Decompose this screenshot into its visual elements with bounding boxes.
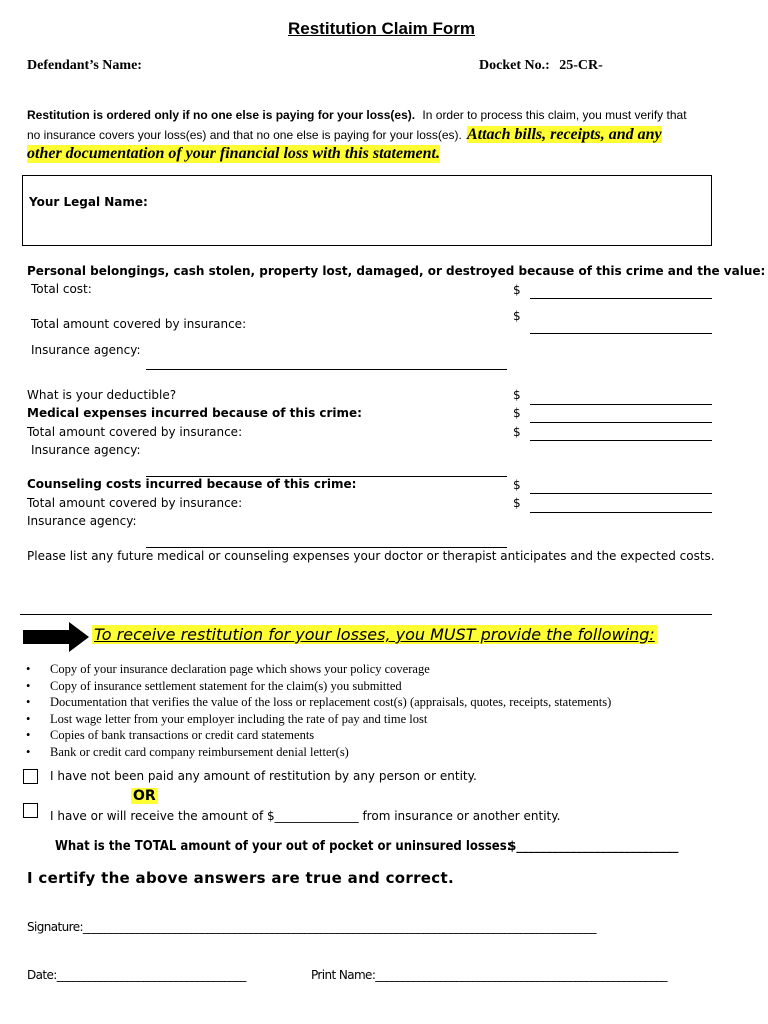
docket-label: Docket No.: xyxy=(479,58,550,73)
deductible-label: What is your deductible? xyxy=(27,388,177,402)
medical-covered-field[interactable] xyxy=(530,440,712,441)
property-heading: Personal belongings, cash stolen, property lost, damaged, or destroyed because of this crime and the value: xyxy=(27,264,766,278)
intro-bold-text: Restitution is ordered only if no one else is paying for your loss(es). xyxy=(27,108,416,122)
docket-number xyxy=(479,58,603,74)
counseling-heading: Counseling costs incurred because of this crime: xyxy=(27,477,357,491)
docket-value: 25-CR- xyxy=(559,58,603,73)
dollar-sign: $ xyxy=(513,309,521,323)
list-item: • Copies of bank transactions or credit card statements xyxy=(26,728,315,742)
section-divider xyxy=(20,614,712,615)
certify-statement: I certify the above answers are true and correct. xyxy=(27,869,454,887)
property-total-cost-field[interactable] xyxy=(530,298,712,299)
deductible-field[interactable] xyxy=(530,404,712,405)
attach-docs-highlight-2: other documentation of your financial loss with this statement. xyxy=(27,145,440,162)
or-label: OR xyxy=(133,788,156,804)
property-covered-label: Total amount covered by insurance: xyxy=(31,317,247,331)
list-item: • Copy of insurance settlement statement for the claim(s) you submitted xyxy=(26,678,402,693)
attach-docs-highlight-1: Attach bills, receipts, and any xyxy=(466,126,662,143)
dollar-sign: $ xyxy=(513,478,521,492)
dollar-sign: $ xyxy=(513,406,521,420)
legal-name-box[interactable] xyxy=(22,175,712,246)
intro-line-2-text: no insurance covers your loss(es) and that no one else is paying for your loss(es). xyxy=(27,128,462,142)
form-title: Restitution Claim Form xyxy=(288,19,476,38)
date-field[interactable]: Date:___________________________________ xyxy=(27,968,246,982)
counseling-costs-field[interactable] xyxy=(530,493,712,494)
dollar-sign: $ xyxy=(513,283,521,297)
property-agency-field[interactable] xyxy=(146,369,507,370)
print-name-field[interactable]: Print Name:______________________________________________________ xyxy=(311,968,667,982)
signature-field[interactable]: Signature:_______________________________________________________________________________________________ xyxy=(27,920,596,934)
will-receive-checkbox[interactable] xyxy=(23,803,38,818)
medical-expenses-field[interactable] xyxy=(530,422,712,423)
property-total-cost-label: Total cost: xyxy=(31,282,92,296)
medical-agency-label: Insurance agency: xyxy=(31,443,141,457)
requirements-heading: To receive restitution for your losses, you MUST provide the following: xyxy=(94,625,655,644)
legal-name-label: Your Legal Name: xyxy=(29,195,148,209)
list-item: • Lost wage letter from your employer including the rate of pay and time lost xyxy=(26,711,428,726)
property-covered-field[interactable] xyxy=(530,333,712,334)
arrow-right-icon xyxy=(23,622,91,652)
counseling-covered-label: Total amount covered by insurance: xyxy=(27,496,243,510)
property-agency-label: Insurance agency: xyxy=(31,343,141,357)
future-expenses-note: Please list any future medical or counseling expenses your doctor or therapist anticipates and the expected costs. xyxy=(27,549,715,563)
intro-line-2 xyxy=(27,124,662,144)
dollar-sign: $ xyxy=(513,388,521,402)
dollar-sign: $ xyxy=(513,425,521,439)
intro-line-1 xyxy=(27,108,687,122)
counseling-agency-field[interactable] xyxy=(146,547,507,548)
not-paid-label: I have not been paid any amount of restitution by any person or entity. xyxy=(50,769,477,783)
list-item: • Documentation that verifies the value of the loss or replacement cost(s) (appraisals, quotes, receipts, statements) xyxy=(26,695,612,709)
counseling-agency-label: Insurance agency: xyxy=(27,514,137,528)
dollar-sign: $ xyxy=(513,496,521,510)
requirements-list xyxy=(26,661,611,760)
medical-covered-label: Total amount covered by insurance: xyxy=(27,425,243,439)
will-receive-label: I have or will receive the amount of $______________ from insurance or another entity. xyxy=(50,809,561,823)
total-losses-field[interactable]: $___________________________ xyxy=(508,839,679,853)
not-paid-checkbox[interactable] xyxy=(23,769,38,784)
medical-heading: Medical expenses incurred because of this crime: xyxy=(27,406,362,420)
total-losses-question: What is the TOTAL amount of your out of pocket or uninsured losses: xyxy=(55,839,512,854)
defendant-name-label: Defendant’s Name: xyxy=(27,58,142,73)
counseling-covered-field[interactable] xyxy=(530,512,712,513)
intro-rest-text: In order to process this claim, you must verify that xyxy=(422,108,687,122)
list-item: • Copy of your insurance declaration page which shows your policy coverage xyxy=(26,662,430,676)
list-item: • Bank or credit card company reimbursement denial letter(s) xyxy=(26,744,349,759)
